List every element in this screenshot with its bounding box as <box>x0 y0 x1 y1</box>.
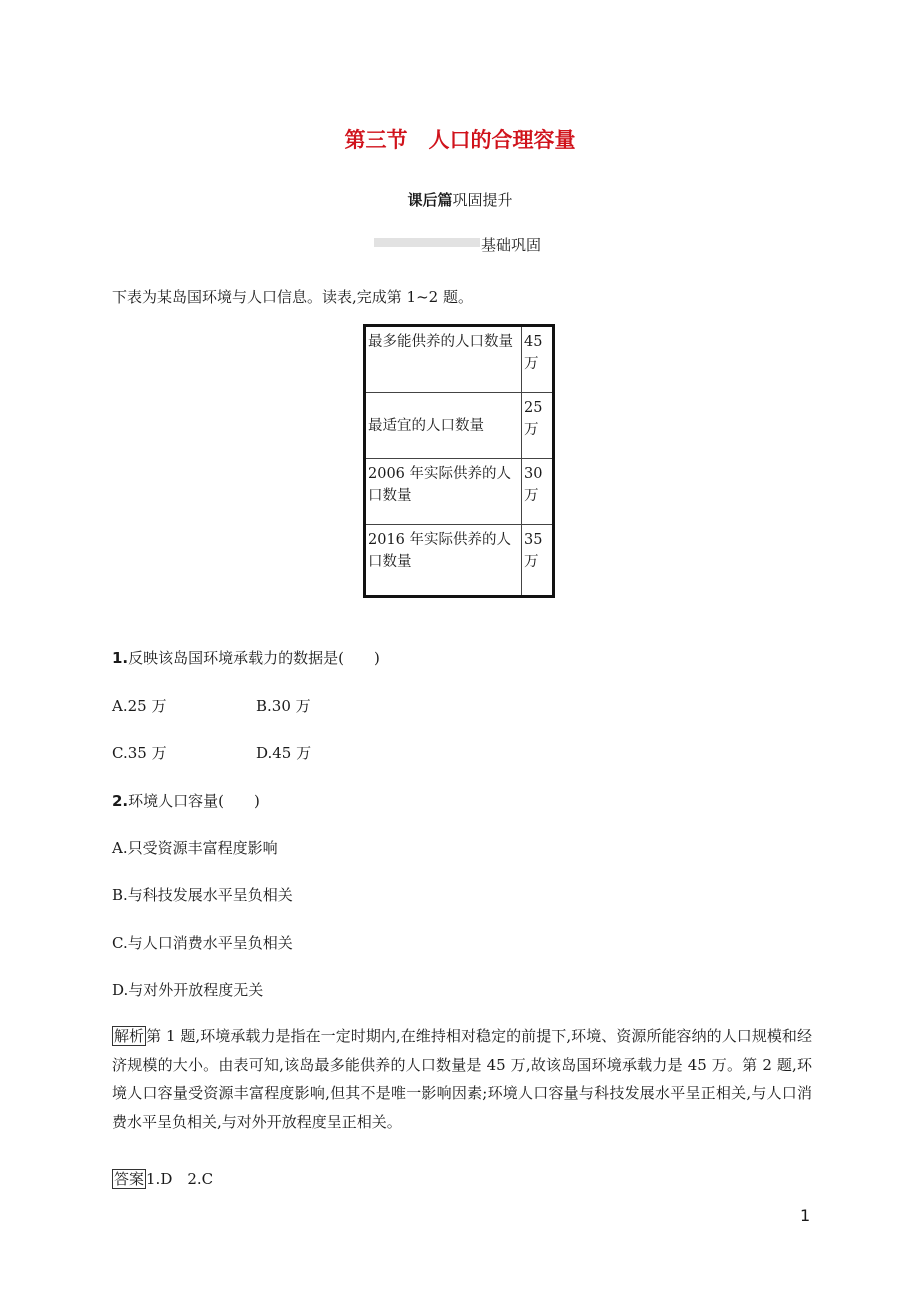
question-2-stem: 环境人口容量( ) <box>128 792 260 810</box>
table-row <box>365 326 554 393</box>
table-cell-value: 30万 <box>522 459 554 525</box>
info-table <box>363 324 555 598</box>
question-2-option-b: B.与科技发展水平呈负相关 <box>112 886 293 904</box>
analysis <box>112 1022 812 1136</box>
page-title: 第三节 人口的合理容量 <box>344 128 576 152</box>
table-cell-label: 最适宜的人口数量 <box>365 393 522 459</box>
question-2-option-c: C.与人口消费水平呈负相关 <box>112 934 293 952</box>
table-cell-value: 25万 <box>522 393 554 459</box>
table-cell-label: 2016 年实际供养的人口数量 <box>365 525 522 597</box>
table-row <box>365 525 554 597</box>
question-1-option-b: B.30 万 <box>256 697 311 715</box>
question-2-number: 2. <box>112 792 129 810</box>
section-title: 基础巩固 <box>481 236 542 254</box>
table-cell-value: 45万 <box>522 326 554 393</box>
section-bar <box>374 238 480 247</box>
answer-tag: 答案 <box>114 1170 145 1188</box>
question-1 <box>112 647 380 668</box>
question-1-option-d: D.45 万 <box>256 744 312 762</box>
answer <box>112 1168 213 1189</box>
analysis-tag: 解析 <box>114 1027 145 1045</box>
intro-text: 下表为某岛国环境与人口信息。读表,完成第 1~2 题。 <box>112 288 473 306</box>
subtitle <box>0 189 920 210</box>
question-1-option-a: A.25 万 <box>112 697 167 715</box>
question-2-option-d: D.与对外开放程度无关 <box>112 981 264 999</box>
analysis-text: 第 1 题,环境承载力是指在一定时期内,在维持相对稳定的前提下,环境、资源所能容纳的人口规模和经济规模的大小。由表可知,该岛最多能供养的人口数量是 45 万,故该岛国环境承载力是 45 万。第 2 题,环境人口容量受资源丰富程度影响,但其不是唯一影响因素;环境人口容量与科技发展水平呈正相关,与人口消费水平呈负相关,与对外开放程度呈正相关。 <box>112 1027 812 1131</box>
question-2 <box>112 790 260 811</box>
table-row <box>365 393 554 459</box>
subtitle-bold: 课后篇 <box>407 191 453 209</box>
question-1-number: 1. <box>112 649 129 667</box>
table-cell-label: 最多能供养的人口数量 <box>365 326 522 393</box>
question-2-option-a: A.只受资源丰富程度影响 <box>112 839 278 857</box>
answer-text: 1.D 2.C <box>146 1170 214 1188</box>
table-cell-value: 35万 <box>522 525 554 597</box>
table-row <box>365 459 554 525</box>
question-1-stem: 反映该岛国环境承载力的数据是( ) <box>128 649 380 667</box>
question-1-option-c: C.35 万 <box>112 744 167 762</box>
subtitle-rest: 巩固提升 <box>452 191 513 209</box>
table-cell-label: 2006 年实际供养的人口数量 <box>365 459 522 525</box>
page-number: 1 <box>800 1206 811 1225</box>
